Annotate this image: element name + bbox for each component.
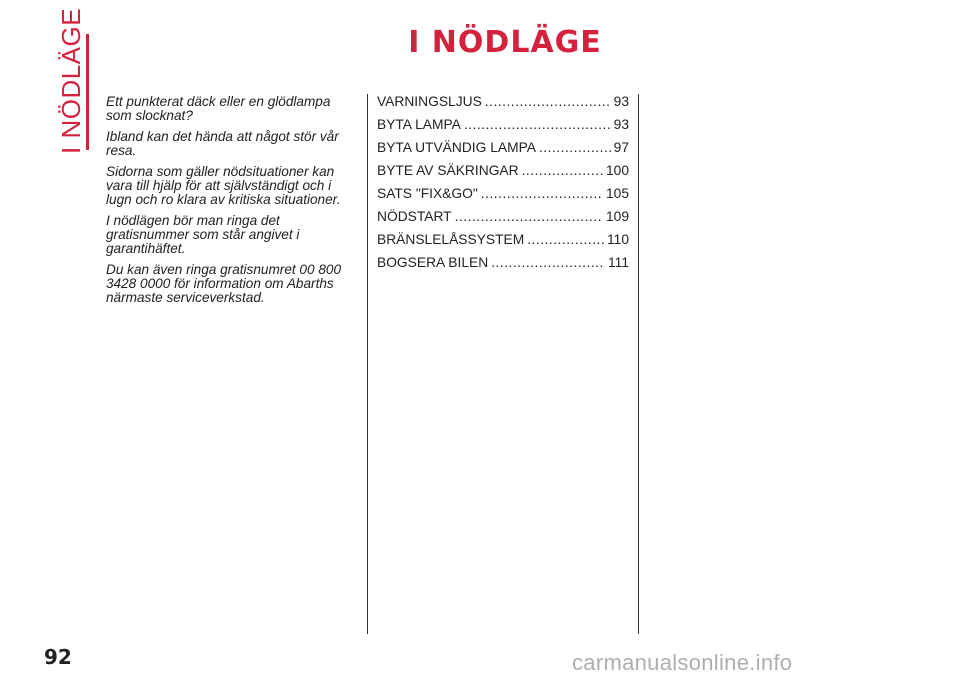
toc-item[interactable]	[377, 255, 629, 278]
toc-leader	[491, 255, 605, 270]
toc-page: 100	[605, 163, 629, 178]
toc-label: BYTA UTVÄNDIG LAMPA	[377, 140, 536, 155]
watermark: carmanualsonline.info	[572, 650, 793, 675]
toc-label: NÖDSTART	[377, 209, 452, 224]
toc-label: VARNINGSLJUS	[377, 94, 482, 109]
toc-item[interactable]	[377, 140, 629, 163]
table-of-contents	[377, 94, 629, 278]
toc-leader	[464, 117, 611, 132]
column-divider-left	[367, 94, 368, 634]
toc-label: BYTA LAMPA	[377, 117, 461, 132]
toc-leader	[485, 94, 611, 109]
intro-paragraph: I nödlägen bör man ringa det gratisnummer som står angivet i garantihäftet.	[106, 213, 300, 256]
toc-leader	[481, 186, 603, 201]
toc-item[interactable]	[377, 232, 629, 255]
intro-paragraph: Ibland kan det hända att något stör vår resa.	[106, 129, 339, 158]
section-side-rule	[86, 34, 89, 150]
intro-column	[106, 95, 358, 312]
toc-page: 109	[605, 209, 629, 224]
toc-page: 93	[613, 117, 629, 132]
intro-paragraph: Du kan även ringa gratisnumret 00 800 3428 0000 för information om Abarths närmaste serviceverkstad.	[106, 262, 342, 305]
section-side-label: I NÖDLÄGE	[56, 7, 86, 154]
toc-page: 93	[613, 94, 629, 109]
section-side-tab	[56, 7, 86, 154]
toc-page: 111	[608, 255, 629, 270]
toc-leader	[527, 232, 604, 247]
toc-label: BRÄNSLELÅSSYSTEM	[377, 232, 525, 247]
toc-page: 97	[613, 140, 629, 155]
toc-leader	[522, 163, 603, 178]
toc-label: BYTE AV SÄKRINGAR	[377, 163, 519, 178]
intro-paragraph: Ett punkterat däck eller en glödlampa som slocknat?	[106, 94, 331, 123]
toc-label: BOGSERA BILEN	[377, 255, 489, 270]
page-number: 92	[44, 645, 72, 669]
toc-item[interactable]	[377, 117, 629, 140]
toc-item[interactable]	[377, 94, 629, 117]
toc-page: 105	[605, 186, 629, 201]
toc-leader	[539, 140, 611, 155]
toc-item[interactable]	[377, 209, 629, 232]
column-divider-right	[638, 94, 639, 634]
page-title: I NÖDLÄGE	[408, 25, 602, 60]
toc-label: SATS "FIX&GO"	[377, 186, 478, 201]
intro-paragraph: Sidorna som gäller nödsituationer kan vara till hjälp för att självständigt och i lugn och ro klara av kritiska situationer.	[106, 164, 341, 207]
toc-item[interactable]	[377, 163, 629, 186]
toc-item[interactable]	[377, 186, 629, 209]
toc-leader	[455, 209, 603, 224]
toc-page: 110	[607, 232, 629, 247]
